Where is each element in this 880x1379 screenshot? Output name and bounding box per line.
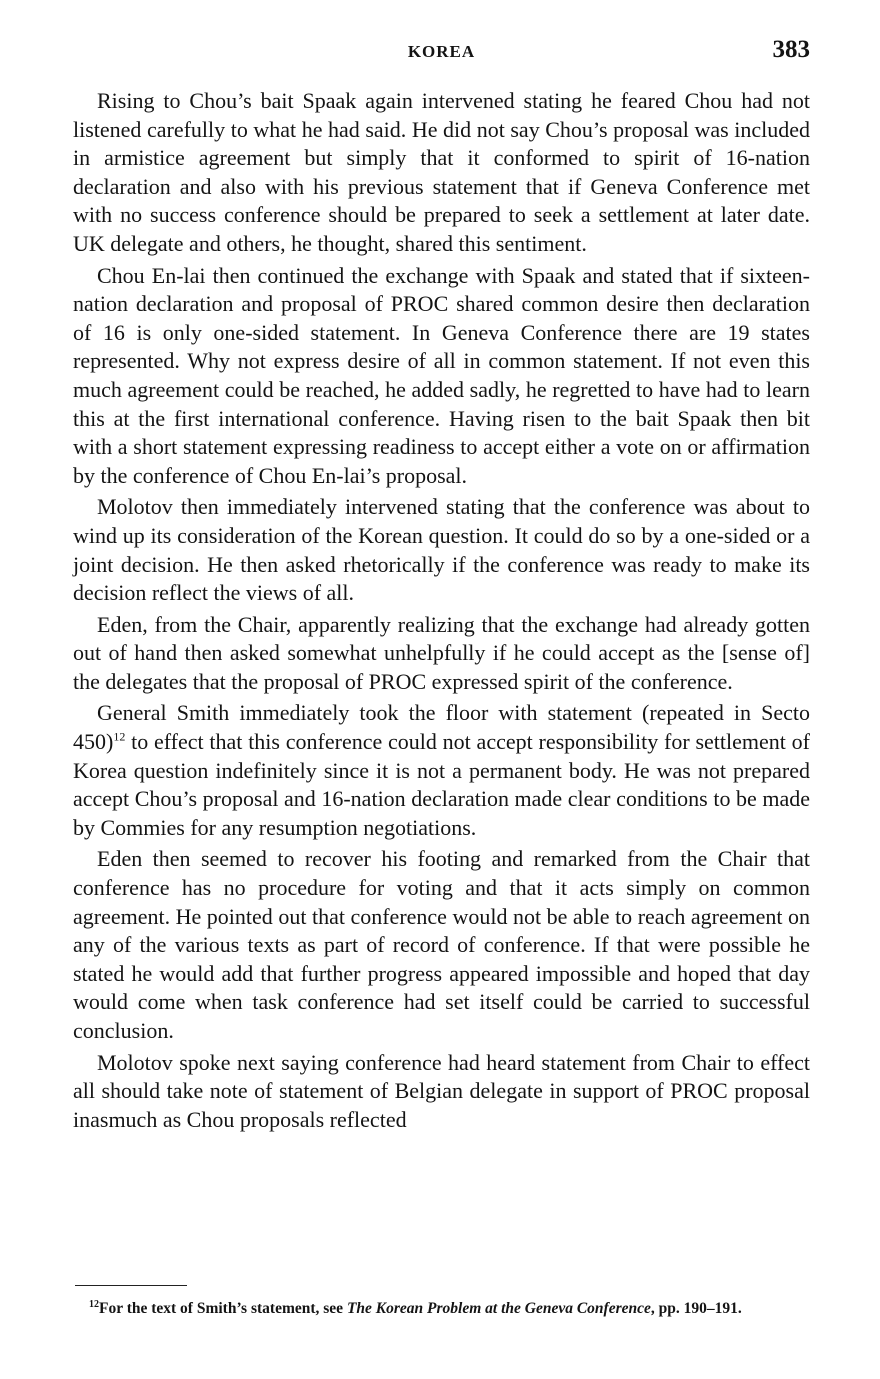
paragraph: Molotov spoke next saying conference had heard statement from Chair to effect all should take note of statement of Belgian delegate in support of PROC proposal inasmuch as Chou proposals reflected: [73, 1049, 810, 1132]
footnote: [73, 1299, 810, 1319]
paragraph-text: General Smith immediately took the floor with statement (repeated in Secto 450): [73, 700, 810, 755]
footnote-cited-title: The Korean Problem at the Geneva Conference: [346, 1300, 651, 1317]
running-title: KOREA: [407, 42, 476, 61]
footnote-reference[interactable]: 12: [113, 729, 126, 744]
paragraph-text: to effect that this conference could not accept responsibility for settlement of Korea question indefinitely since it is not a permanent body. He was not prepared accept Chou’s proposal and 16-nation declaration made clear conditions to be made by Commies for any resumption negotiations.: [73, 729, 810, 840]
paragraph: Eden, from the Chair, apparently realizing that the exchange had already gotten out of hand then asked somewhat unhelpfully if he could accept as the [sense of] the delegates that the proposal of PROC expressed spirit of the conference.: [73, 611, 810, 694]
paragraph: Rising to Chou’s bait Spaak again intervened stating he feared Chou had not listened carefully to what he had said. He did not say Chou’s proposal was included in armistice agreement but simply that it conformed to spirit of 16-nation declaration and also with his previous statement that if Geneva Conference met with no success conference should be prepared to seek a settlement at later date. UK delegate and others, he thought, shared this sentiment.: [73, 88, 810, 256]
running-head: [73, 36, 810, 66]
paragraph: Eden then seemed to recover his footing and remarked from the Chair that conference has no procedure for voting and that it acts simply on common agreement. He pointed out that conference would not be able to reach agreement on any of the various texts as part of record of conference. If that were possible he stated he would add that further progress appeared impossible and hoped that day would come when task conference had set itself could be carried to successful conclusion.: [73, 846, 810, 1043]
footnote-mark: 12: [89, 1298, 99, 1310]
body-text: [73, 87, 810, 1137]
paragraph: Chou En-lai then continued the exchange with Spaak and stated that if sixteen-nation declaration and proposal of PROC shared common desire then declaration of 16 is only one-sided statement. In Geneva Conference there are 19 states represented. Why not express desire of all in common statement. If not even this much agreement could be reached, he added sadly, he regretted to have had to learn this at the first international conference. Having risen to the bait Spaak then bit with a short statement expressing readiness to accept either a vote on or affirmation by the conference of Chou En-lai’s proposal.: [73, 262, 810, 488]
paragraph: Molotov then immediately intervened stating that the conference was about to wind up its consideration of the Korean question. It could do so by a one-sided or a joint decision. He then asked rhetorically if the conference was ready to make its decision reflect the views of all.: [73, 494, 810, 606]
page-number: 383: [772, 36, 810, 63]
paragraph: [73, 699, 810, 842]
footnote-text: For the text of Smith’s statement, see: [99, 1300, 347, 1317]
footnote-text: , pp. 190–191.: [650, 1300, 742, 1317]
footnote-rule: [75, 1285, 187, 1286]
